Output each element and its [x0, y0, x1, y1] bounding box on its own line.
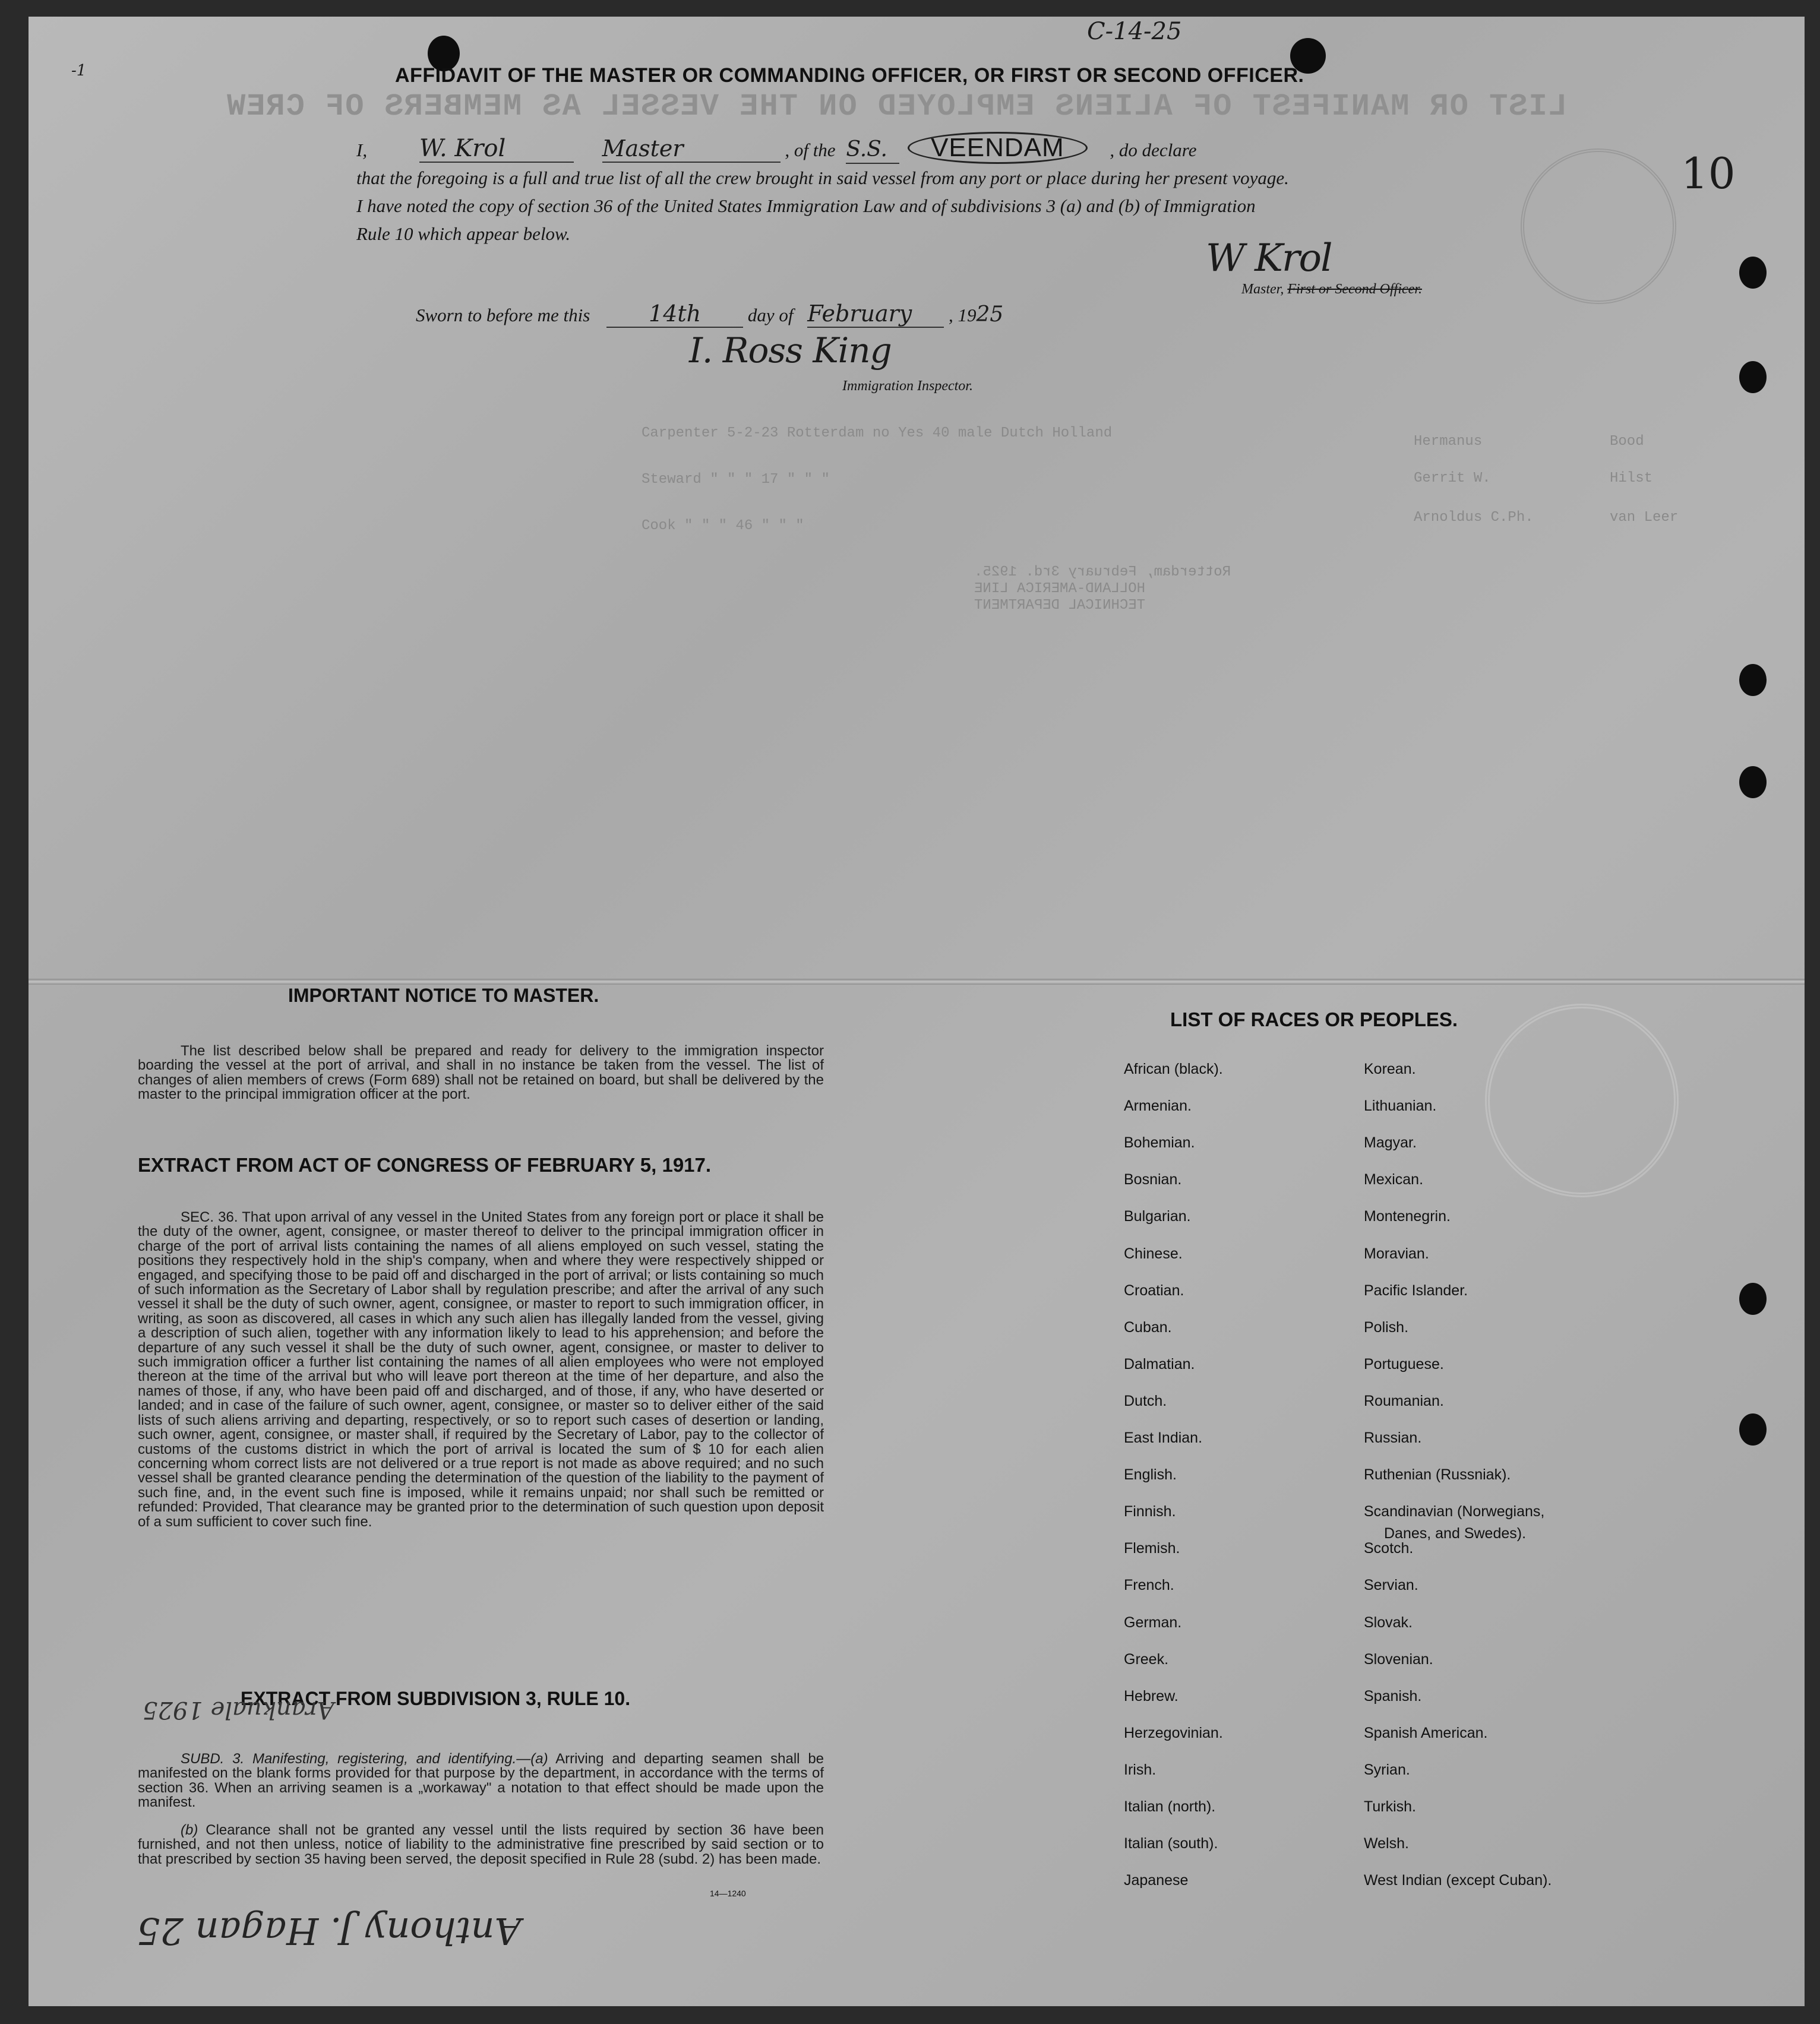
race-left-item: Bulgarian.: [1124, 1208, 1191, 1225]
extract1-body: SEC. 36. That upon arrival of any vessel in the United States from any foreign port or place it shall be the duty of the owner, agent, consignee, or master thereof to deliver to the principal immigration officer in charge of the port of arrival lists containing the names of all aliens employed on such vessel, stating the positions they respectively hold in the ship's company, when and where they were respectively shipped or engaged, and specifying those to be paid off and discharged in the port of arrival; or lists containing so much of such information as the Secretary of Labor shall by regulation prescribe; and after the arrival of any such vessel it shall be the duty of such owner, agent, consignee, or master to report to such immigration officer, in writing, as soon as discovered, all cases in which any such alien has illegally landed from the vessel, giving a description of such alien, together with any information likely to lead to his apprehension; and before the departure of any such vessel it shall be the duty of such owner, agent, consignee, or master to deliver to such immigration officer a further list containing the names of all alien employees who were not employed thereon at the time of the arrival but who will leave port thereon at the time of her departure, and also the names of those, if any, who have been paid off and discharged, and of those, if any, who have deserted or landed; and in case of the failure of such owner, agent, consignee, or master so to deliver either of the said lists of such aliens arriving and departing, respectively, or so to report such cases of desertion or landing, such owner, agent, consignee, or master shall, if required by the Secretary of Labor, pay to the collector of customs of the customs district in which the port of arrival is located the sum of $ 10 for each alien concerning whom correct lists are not delivered or a true report is not made as above required; and no such vessel shall be granted clearance pending the determination of the question of the liability to the payment of such fine, and, in the event such fine is imposed, while it remains unpaid; nor shall such be remitted or refunded: Provided, That clearance may be granted prior to the determination of such question upon deposit of a sum sufficient to cover such fine.: [138, 1209, 824, 1530]
signer-title-struck: First or Second Officer.: [1287, 282, 1422, 297]
race-left-item: Croatian.: [1124, 1282, 1184, 1299]
race-right-item: West Indian (except Cuban).: [1364, 1872, 1552, 1889]
master-rank: Master: [602, 135, 781, 163]
affidavit-line-3: I have noted the copy of section 36 of the United States Immigration Law and of subdivisions 3 (a) and (b) of Immigration: [356, 195, 1256, 216]
bleed-note-2: HOLLAND-AMERICA LINE: [974, 581, 1146, 597]
signer-title: [1241, 276, 1422, 302]
bleed-given-name-2: Gerrit W.: [1414, 470, 1491, 486]
race-right-item: Spanish.: [1364, 1687, 1422, 1704]
bleed-surname-1: Bood: [1610, 434, 1644, 450]
notice-body: The list described below shall be prepared and ready for delivery to the immigration inspector boarding the vessel at the port of arrival, and shall in no instance be taken from the vessel. The list of changes of alien members of crews (Form 689) shall not be retained on board, but shall be delivered by the master to the principal immigration officer at the port.: [138, 1043, 824, 1103]
race-left-item: Greek.: [1124, 1650, 1169, 1668]
bleed-note-3: TECHNICAL DEPARTMENT: [974, 597, 1146, 613]
bleed-title: LIST OR MANIFEST OF ALIENS EMPLOYED ON THE VESSEL AS MEMBERS OF CREW: [226, 89, 1567, 124]
page-fold: [29, 979, 1805, 985]
race-left-item: Dutch.: [1124, 1392, 1167, 1409]
affidavit-line-2: that the foregoing is a full and true list of all the crew brought in said vessel from any port or place during her present voyage.: [356, 167, 1289, 188]
race-right-item: Polish.: [1364, 1318, 1409, 1336]
race-right-item: Portuguese.: [1364, 1355, 1444, 1372]
bleed-surname-3: van Leer: [1610, 510, 1679, 526]
race-right-item: Magyar.: [1364, 1134, 1417, 1152]
extract2-para-b-lead: (b): [181, 1822, 198, 1838]
race-right-item: Montenegrin.: [1364, 1208, 1451, 1225]
extract2-para-a-text: Arriving and departing seamen shall be manifested on the blank forms provided for that purpose by the department, in accordance with the terms of section 36. When an arriving seamen is a „workaway" a notation to that effect should be made upon the manifest.: [138, 1751, 824, 1811]
race-left-item: Hebrew.: [1124, 1687, 1178, 1704]
notice-title: IMPORTANT NOTICE TO MASTER.: [288, 985, 599, 1006]
race-left-item: Flemish.: [1124, 1540, 1180, 1557]
race-left-item: Dalmatian.: [1124, 1355, 1195, 1372]
signer-title-master: Master,: [1241, 282, 1284, 297]
corner-label: -1: [71, 62, 87, 80]
races-title: LIST OF RACES OR PEOPLES.: [1170, 1008, 1458, 1030]
race-left-item: Herzegovinian.: [1124, 1724, 1223, 1741]
bleed-given-name-3: Arnoldus C.Ph.: [1414, 510, 1534, 526]
extract2-para-b-text: Clearance shall not be granted any vessel until the lists required by section 36 have been furnished, and not then unless, notice of liability to the administrative fine prescribed by said section or to that prescribed by section 35 having been served, the deposit specified in Rule 28 (subd. 2) has been made.: [138, 1822, 824, 1867]
race-right-item: Slovenian.: [1364, 1650, 1433, 1668]
sworn-day-of: day of: [747, 305, 794, 325]
race-left-item: Finnish.: [1124, 1503, 1176, 1520]
inspector-signature: I. Ross King: [689, 330, 892, 371]
affidavit-i: I,: [356, 140, 368, 160]
race-right-item: Slovak.: [1364, 1614, 1413, 1631]
sworn-prefix: Sworn to before me this: [416, 305, 590, 325]
top-stamp: C-14-25: [1087, 18, 1182, 45]
race-left-item: Italian (north).: [1124, 1798, 1216, 1815]
race-left-item: Armenian.: [1124, 1098, 1192, 1115]
race-left-item: Irish.: [1124, 1761, 1157, 1778]
race-left-item: English.: [1124, 1466, 1177, 1484]
bleed-row-2: Steward " " " 17 " " ": [642, 472, 830, 488]
vessel-name: VEENDAM: [908, 132, 1088, 164]
bleed-row-1: Carpenter 5-2-23 Rotterdam no Yes 40 male Dutch Holland: [642, 425, 1113, 441]
extract2-para-a: [138, 1752, 824, 1810]
affidavit-line-1: [356, 132, 1485, 164]
race-right-item: Scandinavian (Norwegians,: [1364, 1503, 1545, 1520]
race-right-item: Moravian.: [1364, 1245, 1429, 1262]
sworn-year-prefix: , 19: [948, 305, 977, 325]
bleed-given-name-1: Hermanus: [1414, 434, 1483, 450]
race-left-item: Italian (south).: [1124, 1835, 1218, 1852]
race-left-item: African (black).: [1124, 1061, 1223, 1077]
master-signature: W Krol: [1206, 236, 1332, 280]
bleed-surname-2: Hilst: [1610, 470, 1653, 486]
race-right-item: Roumanian.: [1364, 1392, 1444, 1409]
affidavit-of-the: , of the: [785, 140, 836, 160]
race-left-item: Cuban.: [1124, 1318, 1172, 1336]
race-right-item: Turkish.: [1364, 1798, 1416, 1815]
race-right-item: Scotch.: [1364, 1540, 1414, 1557]
sworn-year: 25: [976, 302, 1004, 327]
race-right-item: Spanish American.: [1364, 1724, 1488, 1741]
race-left-item: French.: [1124, 1577, 1174, 1594]
inspector-title: Immigration Inspector.: [842, 378, 973, 394]
form-number: 14—1240: [710, 1889, 746, 1898]
race-right-item: Syrian.: [1364, 1761, 1410, 1778]
race-right-item: Pacific Islander.: [1364, 1282, 1468, 1299]
sworn-month: February: [807, 301, 944, 328]
race-scandinavian-cont: Danes, and Swedes).: [1384, 1525, 1527, 1542]
sworn-day: 14th: [606, 301, 743, 328]
race-left-item: Bohemian.: [1124, 1134, 1195, 1152]
seal-top: [1521, 148, 1676, 304]
handwritten-upside-down: Anthony J. Hagan 25: [137, 1909, 522, 1953]
race-left-item: Japanese: [1124, 1872, 1189, 1889]
extract2-title: EXTRACT FROM SUBDIVISION 3, RULE 10.: [241, 1688, 631, 1709]
affidavit-title: AFFIDAVIT OF THE MASTER OR COMMANDING OFFICER, OR FIRST OR SECOND OFFICER.: [395, 64, 1304, 87]
race-left-item: Chinese.: [1124, 1245, 1183, 1262]
race-left-item: East Indian.: [1124, 1430, 1203, 1446]
race-right-item: Ruthenian (Russniak).: [1364, 1466, 1511, 1484]
sworn-line: [416, 301, 1003, 328]
race-left-item: German.: [1124, 1614, 1182, 1631]
bleed-row-3: Cook " " " 46 " " ": [642, 518, 804, 534]
race-right-item: Welsh.: [1364, 1835, 1409, 1852]
race-right-item: Lithuanian.: [1364, 1098, 1437, 1115]
vessel-prefix: S.S.: [846, 137, 899, 164]
race-right-item: Servian.: [1364, 1577, 1418, 1594]
extract1-title: EXTRACT FROM ACT OF CONGRESS OF FEBRUARY 5, 1917.: [138, 1154, 712, 1176]
extract2-para-a-lead: SUBD. 3. Manifesting, registering, and identifying.—(a): [181, 1751, 548, 1767]
affidavit-do-declare: , do declare: [1110, 140, 1197, 160]
seal-bottom: [1485, 1004, 1679, 1197]
extract2-para-b: [138, 1823, 824, 1867]
race-right-item: Mexican.: [1364, 1171, 1424, 1188]
affidavit-line-4: Rule 10 which appear below.: [356, 223, 571, 244]
bleed-note-1: Rotterdam, February 3rd. 1925.: [974, 564, 1231, 580]
race-left-item: Bosnian.: [1124, 1171, 1182, 1188]
upside-down-note: Arankuale 1925: [143, 1696, 334, 1723]
master-name: W. Krol: [419, 135, 574, 163]
race-right-item: Russian.: [1364, 1430, 1422, 1446]
race-right-item: Korean.: [1364, 1061, 1416, 1077]
margin-handwriting: 10: [1681, 148, 1736, 198]
